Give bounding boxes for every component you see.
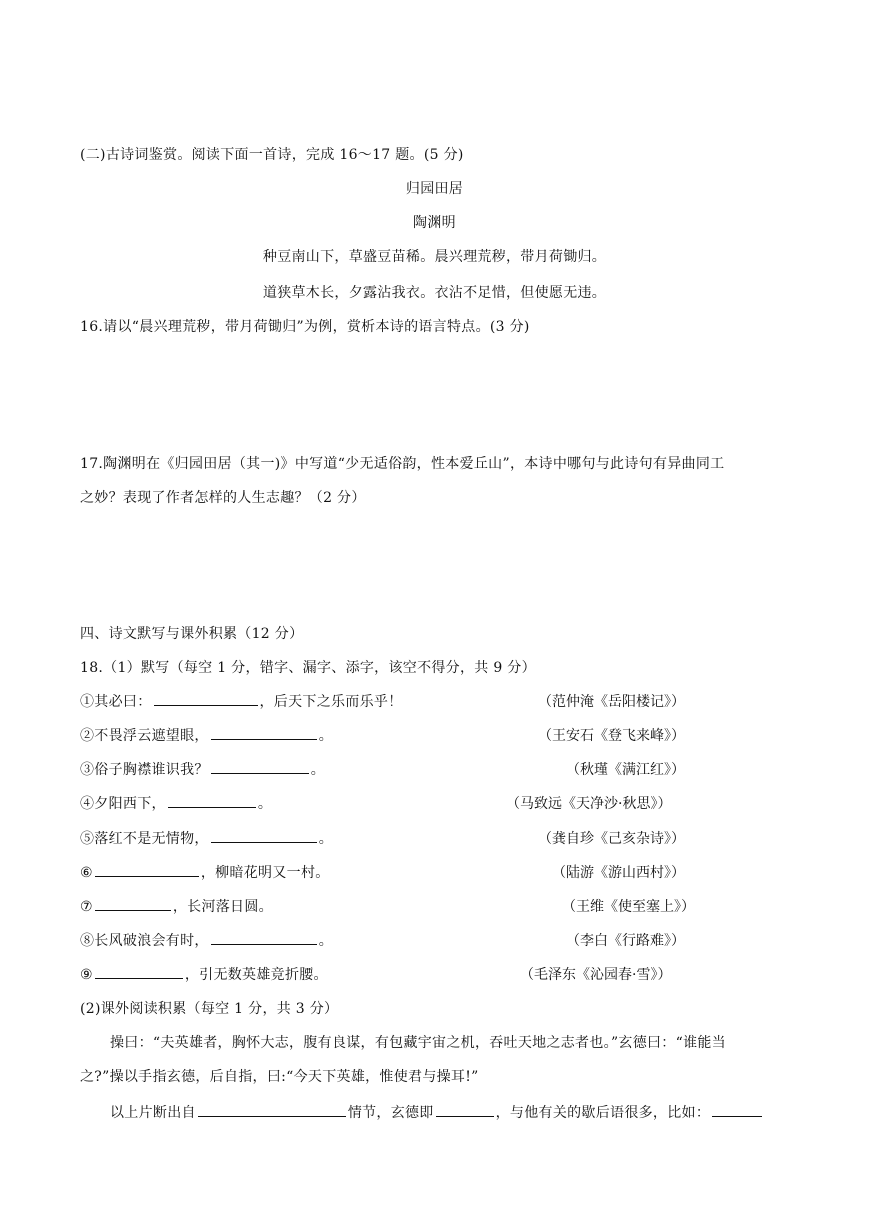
recite-suffix: 。: [318, 728, 334, 744]
answer-blank[interactable]: [95, 862, 199, 877]
question-17-line-2: 之妙？表现了作者怎样的人生志趣？（2 分）: [80, 490, 366, 506]
section4-heading: 四、诗文默写与课外积累（12 分）: [80, 626, 304, 642]
question-18-1: 18.（1）默写（每空 1 分，错字、漏字、添字，该空不得分，共 9 分）: [80, 660, 536, 676]
poem-line-2: 道狭草木长，夕露沾我衣。衣沾不足惜，但使愿无违。: [262, 285, 607, 301]
answer-blank[interactable]: [211, 828, 317, 843]
recite-source: （范仲淹《岳阳楼记》）: [538, 694, 685, 710]
recite-item-7: [80, 896, 273, 918]
recite-prefix: ⑦: [80, 899, 93, 915]
recite-item-3: [80, 759, 325, 781]
answer-blank[interactable]: [95, 964, 183, 979]
recite-source: （龚自珍《己亥杂诗》）: [538, 831, 685, 847]
answer-blank[interactable]: [211, 930, 317, 945]
question-16: 16.请以“晨兴理荒秽，带月荷锄归”为例，赏析本诗的语言特点。(3 分): [80, 319, 530, 335]
recite-source: （秋瑾《满江红》）: [566, 762, 685, 778]
poem-title: 归园田居: [405, 181, 464, 197]
prompt-part-c: ，与他有关的歇后语很多，比如：: [495, 1105, 711, 1121]
answer-blank-source[interactable]: [198, 1102, 346, 1117]
answer-blank[interactable]: [154, 691, 258, 706]
recite-source: （毛泽东《沁园春·雪》）: [520, 967, 672, 983]
answer-blank[interactable]: [95, 896, 171, 911]
recite-prefix: ⑥: [80, 865, 93, 881]
recite-item-9: [80, 964, 328, 986]
recite-prefix: ⑧长风破浪会有时，: [80, 933, 209, 949]
passage-line-1: 操曰：“夫英雄者，胸怀大志，腹有良谋，有包藏宇宙之机，吞吐天地之志者也。”玄德曰：“谁能当: [110, 1035, 726, 1051]
recite-source: （李白《行路难》）: [566, 933, 685, 949]
recite-item-2: [80, 725, 333, 747]
recite-suffix: 。: [318, 933, 334, 949]
answer-blank[interactable]: [211, 725, 317, 740]
recite-prefix: ⑤落红不是无情物，: [80, 831, 209, 847]
recite-item-4: [80, 793, 272, 815]
recite-prefix: ⑨: [80, 967, 93, 983]
prompt-part-a: 以上片断出自: [110, 1105, 196, 1121]
recite-suffix: 。: [310, 762, 326, 778]
answer-blank[interactable]: [211, 759, 309, 774]
answer-blank-name[interactable]: [436, 1102, 494, 1117]
recite-prefix: ③俗子胸襟谁识我？: [80, 762, 209, 778]
recite-item-6: [80, 862, 330, 884]
recite-suffix: ，长河落日圆。: [172, 899, 273, 915]
poem-line-1: 种豆南山下，草盛豆苗稀。晨兴理荒秽，带月荷锄归。: [262, 249, 607, 265]
poem-author: 陶渊明: [413, 215, 456, 231]
recite-suffix: ，引无数英雄竞折腰。: [184, 967, 328, 983]
recite-source: （王维《使至塞上》）: [562, 899, 695, 915]
recite-suffix: 。: [257, 796, 273, 812]
recite-source: （陆游《游山西村》）: [552, 865, 685, 881]
passage-line-2: 之?”操以手指玄德，后自指，曰:“今天下英雄，惟使君与操耳!”: [80, 1069, 479, 1085]
question-17-line-1: 17.陶渊明在《归园田居（其一)》中写道“少无适俗韵，性本爱丘山”，本诗中哪句与此诗句有异曲同工: [80, 456, 725, 472]
recite-source: （王安石《登飞来峰》）: [538, 728, 685, 744]
recite-prefix: ①其必曰：: [80, 694, 152, 710]
section2-heading: (二)古诗词鉴赏。阅读下面一首诗，完成 16～17 题。(5 分): [80, 147, 464, 163]
answer-blank-saying[interactable]: [712, 1102, 762, 1117]
recite-item-5: [80, 828, 333, 850]
recite-suffix: ，后天下之乐而乐乎！: [259, 694, 403, 710]
recite-suffix: 。: [318, 831, 334, 847]
prompt-part-b: 情节，玄德即: [347, 1105, 434, 1121]
recite-item-8: [80, 930, 333, 952]
answer-blank[interactable]: [168, 793, 256, 808]
reading-prompt: [110, 1102, 764, 1124]
recite-source: （马致远《天净沙·秋思》）: [506, 796, 672, 812]
recite-item-1: [80, 691, 403, 713]
recite-prefix: ④夕阳西下，: [80, 796, 166, 812]
recite-suffix: ，柳暗花明又一村。: [200, 865, 330, 881]
recite-prefix: ②不畏浮云遮望眼，: [80, 728, 209, 744]
question-18-2-heading: (2)课外阅读积累（每空 1 分，共 3 分）: [80, 1001, 339, 1017]
